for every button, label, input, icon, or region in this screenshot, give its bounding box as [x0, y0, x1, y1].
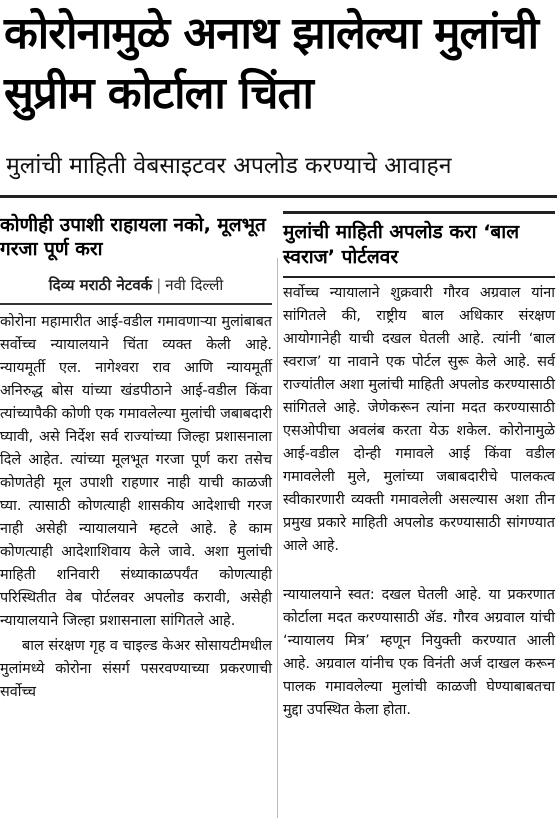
left-column	[0, 205, 272, 704]
right-paragraph-1: सर्वोच्च न्यायालाने शुक्रवारी गौरव अग्रवाल यांना सांगितले की, राष्ट्रीय बाल अधिकार संरक्षण आयोगानेही याची दखल घेतली आहे. त्यांनी ‘बाल स्वराज’ या नावाने एक पोर्टल सुरू केले आहे. सर्व राज्यांतील अशा मुलांची माहिती अपलोड करण्यासाठी सांगितले आहे. जेणेकरून त्यांना मदत करण्यासाठी एसओपीचा अवलंब करता येऊ शकेल. कोरोनामुळे आई-वडील दोन्ही गमावले आई किंवा वडील गमावलेली मुले, मुलांच्या जबाबदारीचे पालकत्व स्वीकारणारी व्यक्ती गमावलेली असल्यास अशा तीन प्रमुख प्रकारे माहिती अपलोड करण्यासाठी सांगण्यात आले आहे.	[283, 285, 555, 554]
byline-separator: |	[156, 276, 162, 294]
headline: कोरोनामुळे अनाथ झालेल्या मुलांची सुप्रीम कोर्टाला चिंता	[4, 8, 539, 119]
byline-divider	[0, 303, 272, 305]
left-paragraph-1: कोरोना महामारीत आई-वडील गमावणाऱ्या मुलांबाबत सर्वोच्च न्यायालयाने चिंता व्यक्त केली आहे. न्यायमूर्ती एल. नागेश्वरा राव आणि न्यायमूर्ती अनिरुद्ध बोस यांच्या खंडपीठाने आई-वडील किंवा त्यांच्यापैकी कोणी एक गमावलेल्या मुलांची जबाबदारी घ्यावी, असे निर्देश सर्व राज्यांच्या जिल्हा प्रशासनाला दिले आहेत. त्यांच्या मूलभूत गरजा पूर्ण करा तसेच कोणतेही मूल उपाशी राहणार नाही याची काळजी घ्या. त्यासाठी कोणत्याही शासकीय आदेशाची गरज नाही असेही न्यायालयाने म्हटले आहे. हे काम कोणत्याही आदेशाशिवाय केले जावे. अशा मुलांची माहिती शनिवारी संध्याकाळपर्यंत कोणत्याही परिस्थितीत वेब पोर्टलवर अपलोड करावी, असेही न्यायालयाने जिल्हा प्रशासनाला सांगितले आहे.	[0, 314, 272, 629]
header-divider	[0, 195, 557, 198]
box-title: मुलांची माहिती अपलोड करा ‘बाल स्वराज’ पोर्टलवर	[283, 221, 520, 268]
left-paragraph-2: बाल संरक्षण गृह व चाइल्ड केअर सोसायटीमधील मुलांमध्ये कोरोना संसर्ग पसरवण्याच्या प्रकरणाची सर्वोच्च	[0, 638, 272, 700]
byline	[0, 275, 272, 295]
box-top-rule	[283, 211, 555, 214]
box-title-rule	[283, 276, 555, 278]
column-divider	[277, 258, 278, 818]
left-kicker: कोणीही उपाशी राहायला नको, मूलभूत गरजा पूर्ण करा	[0, 214, 266, 260]
byline-source: दिव्य मराठी नेटवर्क	[48, 276, 153, 294]
byline-place: नवी दिल्ली	[165, 276, 224, 294]
right-paragraph-2: न्यायालयाने स्वत: दखल घेतली आहे. या प्रकरणात कोर्टाला मदत करण्यासाठी ॲड. गौरव अग्रवाल यांची ‘न्यायालय मित्र’ म्हणून नियुक्ती करण्यात आली आहे. अग्रवाल यांनीच एक विनंती अर्ज दाखल करून पालक गमावलेल्या मुलांची काळजी घेण्याबाबतचा मुद्दा उपस्थित केला होता.	[283, 587, 555, 718]
right-column	[283, 205, 555, 722]
subheadline: मुलांची माहिती वेबसाइटवर अपलोड करण्याचे आवाहन	[6, 153, 452, 179]
